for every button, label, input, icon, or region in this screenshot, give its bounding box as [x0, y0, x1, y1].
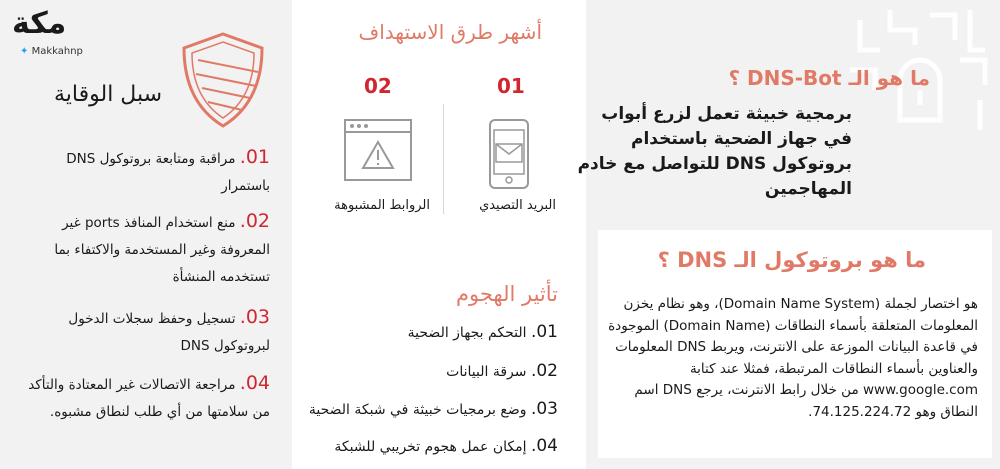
- logo-handle: [20, 46, 83, 57]
- impact-number: 03.: [530, 399, 558, 419]
- impact-number: 01.: [530, 322, 558, 342]
- browser-warning-icon: [343, 118, 413, 182]
- attack-impact-title: تأثير الهجوم: [455, 282, 558, 306]
- prevention-item-1: [20, 144, 270, 200]
- prevention-text: مراقبة ومتابعة بروتوكول DNS باستمرار: [66, 151, 270, 194]
- dns-protocol-description: هو اختصار لجملة (Domain Name System)، وهو نظام يخزن المعلومات المتعلقة بأسماء النطاقات (Domain Name) الموجودة في قاعدة البيانات الموزعة على الانترنت، ويربط DNS المعلومات والعناوين بأسماء النطاقات المرتبطة، فمثلا عند كتابة www.google.com من خلال رابط الانترنت، يرجع DNS اسم النطاق وهو 74.125.224.72.: [608, 296, 978, 420]
- method-label-1: البريد التصيدي: [479, 198, 556, 213]
- methods-divider: [443, 104, 444, 214]
- dns-protocol-title: ما هو بروتوكول الـ DNS ؟: [657, 248, 926, 272]
- prevention-text: مراجعة الاتصالات غير المعتادة والتأكد من سلامتها من أي طلب لنطاق مشبوه.: [28, 377, 270, 420]
- impact-text: سرقة البيانات: [446, 364, 527, 380]
- prevention-number: 03.: [239, 306, 270, 328]
- impact-item-3: [309, 399, 558, 419]
- prevention-text: منع استخدام المنافذ ports غير المعروفة وغير المستخدمة والاكتفاء بما تستخدمه المنشأة: [54, 215, 270, 285]
- logo-wordmark: مكة: [12, 6, 67, 41]
- method-number-1: 01: [497, 74, 525, 98]
- impact-text: إمكان عمل هجوم تخريبي للشبكة: [334, 439, 527, 455]
- impact-number: 02.: [530, 361, 558, 381]
- prevention-item-3: [20, 304, 270, 360]
- logo-handle-text: Makkahnp: [31, 46, 83, 57]
- phone-mail-icon: [488, 118, 530, 190]
- method-label-2: الروابط المشبوهة: [334, 198, 430, 213]
- prevention-number: 01.: [239, 146, 270, 168]
- prevention-number: 04.: [239, 372, 270, 394]
- dns-bot-description: برمجية خبيثة تعمل لزرع أبواب في جهاز الضحية باستخدام بروتوكول DNS للتواصل مع خادم المهاجمين: [577, 104, 852, 199]
- prevention-item-2: [20, 208, 270, 291]
- impact-text: وضع برمجيات خبيثة في شبكة الضحية: [308, 402, 527, 418]
- impact-item-4: [334, 436, 558, 456]
- impact-text: التحكم بجهاز الضحية: [407, 325, 527, 341]
- impact-item-2: [446, 361, 558, 381]
- impact-item-1: [408, 322, 558, 342]
- method-number-2: 02: [364, 74, 392, 98]
- methods-title: أشهر طرق الاستهداف: [358, 20, 542, 44]
- impact-number: 04.: [530, 436, 558, 456]
- prevention-item-4: [20, 370, 270, 426]
- prevention-title: سبل الوقاية: [54, 82, 163, 107]
- prevention-text: تسجيل وحفظ سجلات الدخول لبروتوكول DNS: [68, 311, 270, 354]
- shield-icon: [178, 30, 268, 130]
- dns-bot-title: ما هو الـ DNS-Bot ؟: [728, 66, 930, 90]
- prevention-number: 02.: [239, 210, 270, 232]
- twitter-bird-icon: ✦: [20, 46, 29, 57]
